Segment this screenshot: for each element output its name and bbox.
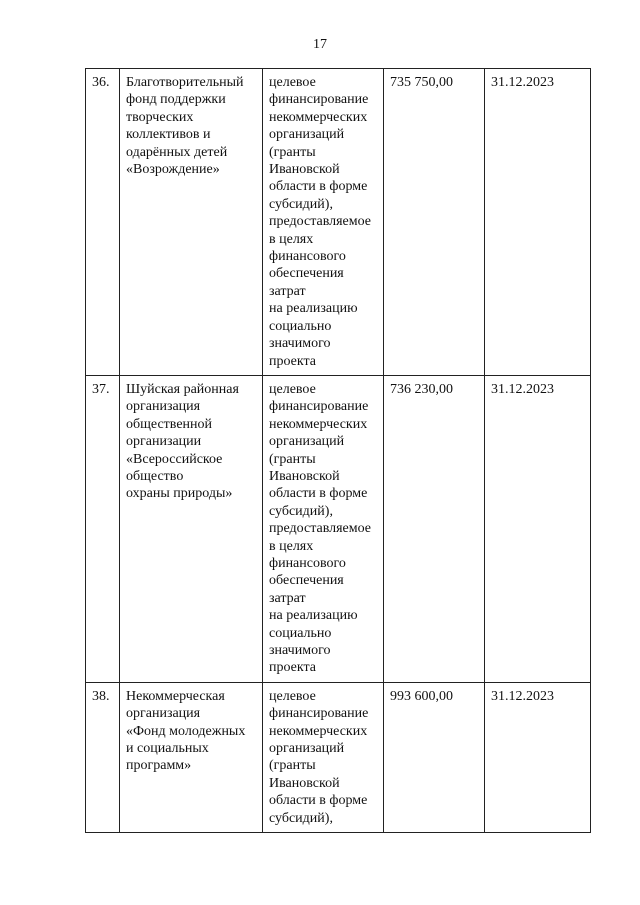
row-number: 36.	[86, 69, 120, 376]
table-row-36	[86, 69, 591, 376]
row-number: 37.	[86, 375, 120, 682]
grant-purpose: целевое финансирование некоммерческих организаций (гранты Ивановской области в форме субсидий), предоставляемое в целях финансового обеспечения затрат на реализацию социально значимого проекта	[263, 69, 384, 376]
grant-amount: 993 600,00	[384, 682, 485, 832]
grant-amount: 736 230,00	[384, 375, 485, 682]
grant-purpose: целевое финансирование некоммерческих организаций (гранты Ивановской области в форме субсидий),	[263, 682, 384, 832]
deadline-date: 31.12.2023	[485, 682, 591, 832]
grant-purpose: целевое финансирование некоммерческих организаций (гранты Ивановской области в форме субсидий), предоставляемое в целях финансового обеспечения затрат на реализацию социально значимого проекта	[263, 375, 384, 682]
table-row-37	[86, 375, 591, 682]
page-number: 17	[313, 37, 327, 52]
organization-name: Некоммерческая организация «Фонд молодежных и социальных программ»	[120, 682, 263, 832]
organization-name: Благотворительный фонд поддержки творческих коллективов и одарённых детей «Возрождение»	[120, 69, 263, 376]
deadline-date: 31.12.2023	[485, 69, 591, 376]
organization-name: Шуйская районная организация общественной организации «Всероссийское общество охраны природы»	[120, 375, 263, 682]
grants-table	[85, 68, 591, 833]
grant-amount: 735 750,00	[384, 69, 485, 376]
row-number: 38.	[86, 682, 120, 832]
table-row-38	[86, 682, 591, 832]
deadline-date: 31.12.2023	[485, 375, 591, 682]
